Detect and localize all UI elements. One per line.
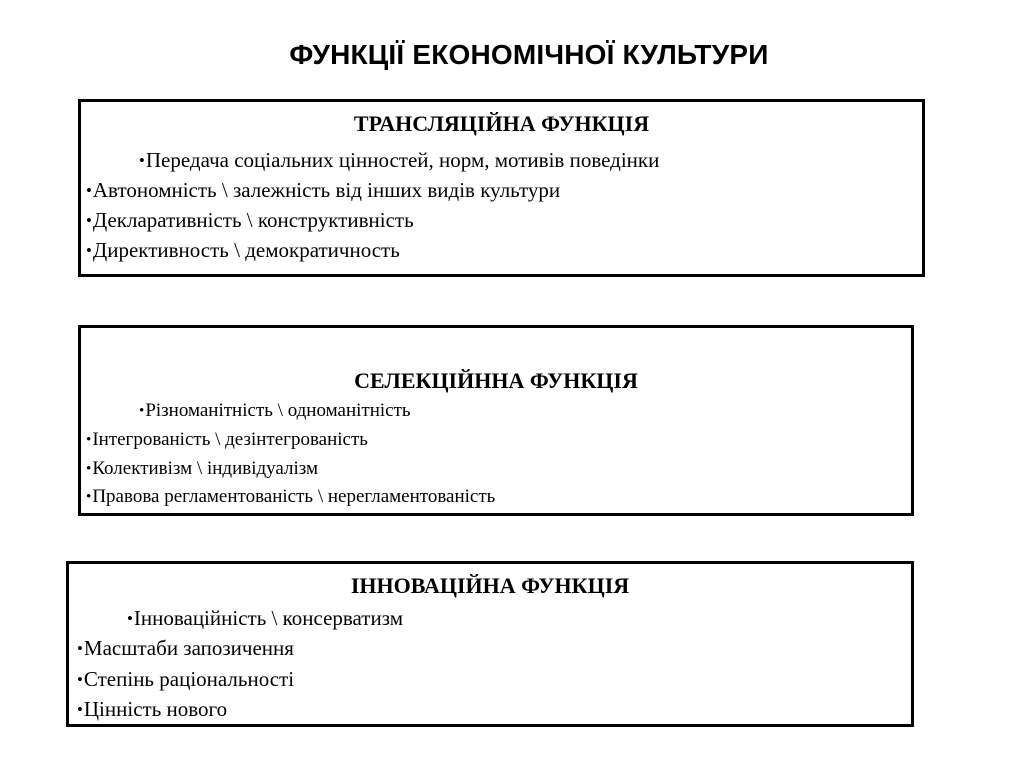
list-item-text: Колективізм \ індивідуалізм [92, 458, 319, 479]
list-item [86, 427, 368, 453]
bullet-icon: • [86, 488, 92, 505]
list-item [77, 696, 227, 723]
selection-function-title: СЕЛЕКЦІЙННА ФУНКЦІЯ [354, 368, 638, 393]
translation-function-title: ТРАНСЛЯЦІЙНА ФУНКЦІЯ [353, 111, 650, 136]
list-item-text: Передача соціальних цінностей, норм, мотивів поведінки [145, 148, 660, 172]
bullet-icon: • [77, 700, 83, 719]
innovation-function-box [66, 561, 914, 727]
list-item-text: Директивность \ демократичность [92, 238, 400, 262]
selection-function-box [78, 325, 914, 516]
bullet-icon: • [139, 151, 145, 170]
list-item [86, 237, 400, 264]
list-item [77, 666, 294, 693]
list-item [86, 177, 560, 204]
bullet-icon: • [86, 431, 92, 448]
translation-function-box [78, 99, 925, 277]
bullet-icon: • [86, 181, 92, 200]
list-item [77, 635, 294, 662]
list-item-text: Декларативність \ конструктивність [92, 208, 414, 232]
list-item-text: Правова регламентованість \ нерегламентованість [92, 486, 496, 507]
list-item [127, 605, 403, 632]
list-item-text: Інноваційність \ консерватизм [133, 606, 404, 630]
innovation-function-title: ІННОВАЦІЙНА ФУНКЦІЯ [350, 573, 630, 598]
list-item [139, 147, 659, 174]
list-item-text: Цінність нового [83, 697, 228, 721]
page-title: ФУНКЦІЇ ЕКОНОМІЧНОЇ КУЛЬТУРИ [289, 39, 769, 70]
bullet-icon: • [86, 211, 92, 230]
bullet-icon: • [86, 241, 92, 260]
list-item [139, 398, 411, 424]
list-item-text: Автономність \ залежність від інших видів культури [92, 178, 561, 202]
list-item-text: Різноманітність \ одноманітність [145, 400, 411, 421]
bullet-icon: • [77, 639, 83, 658]
list-item [86, 484, 495, 510]
bullet-icon: • [139, 402, 145, 419]
list-item-text: Інтегрованість \ дезінтегрованість [92, 429, 368, 450]
list-item-text: Масштаби запозичення [83, 636, 294, 660]
bullet-icon: • [127, 609, 133, 628]
bullet-icon: • [77, 670, 83, 689]
list-item [86, 207, 414, 234]
list-item [86, 456, 318, 482]
list-item-text: Степінь раціональності [83, 667, 295, 691]
bullet-icon: • [86, 460, 92, 477]
